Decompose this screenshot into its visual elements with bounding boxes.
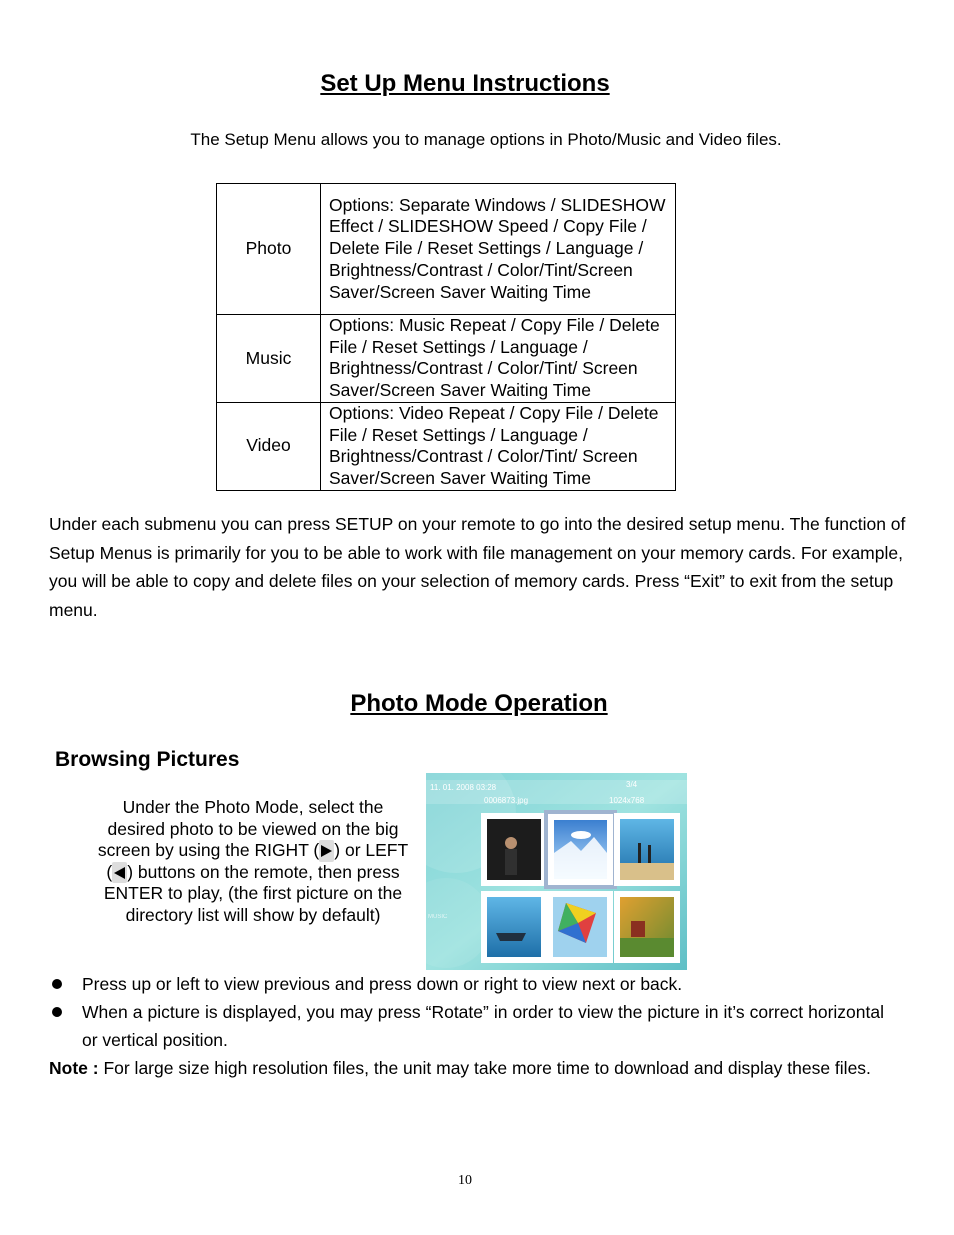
note-paragraph — [49, 1054, 889, 1082]
table-row — [217, 315, 676, 403]
photo-browser-screenshot — [426, 773, 687, 970]
browsing-pictures-heading: Browsing Pictures — [55, 748, 240, 771]
bullet-icon — [52, 979, 62, 989]
options-cell-music: Options: Music Repeat / Copy File / Delete File / Reset Settings / Language / Brightness/Contrast / Color/Tint/ Screen Saver/Screen Saver Waiting Time — [321, 315, 676, 403]
desc-text-3: ) buttons on the remote, then press ENTER to play, (the first picture on the directory list will show by default) — [103, 861, 403, 925]
thumbnail-4 — [481, 891, 547, 963]
thumbnail-6 — [614, 891, 680, 963]
screen-date: 11. 01. 2008 03:28 — [430, 783, 497, 792]
thumbnail-3 — [614, 813, 680, 886]
options-cell-video: Options: Video Repeat / Copy File / Delete File / Reset Settings / Language / Brightness/Contrast / Color/Tint/ Screen Saver/Screen Saver Waiting Time — [321, 402, 676, 490]
table-row — [217, 184, 676, 315]
page-number: 10 — [458, 1173, 472, 1188]
mode-cell-photo: Photo — [217, 184, 321, 315]
setup-intro-text: The Setup Menu allows you to manage options in Photo/Music and Video files. — [190, 130, 782, 149]
table-row — [217, 402, 676, 490]
options-cell-photo: Options: Separate Windows / SLIDESHOW Effect / SLIDESHOW Speed / Copy File / Delete File / Reset Settings / Language / Brightness/Contrast / Color/Tint/Screen Saver/Screen Saver Waiting Time — [321, 184, 676, 315]
mode-cell-music: Music — [217, 315, 321, 403]
bullet-text: Press up or left to view previous and press down or right to view next or back. — [82, 974, 683, 994]
thumbnail-1 — [481, 813, 547, 886]
thumbnail-2-selected — [544, 810, 617, 889]
setup-menu-title: Set Up Menu Instructions — [320, 70, 610, 97]
thumbnail-5 — [547, 891, 613, 963]
bullet-icon — [52, 1007, 62, 1017]
screen-resolution: 1024x768 — [609, 796, 645, 805]
setup-options-table — [216, 183, 676, 491]
screen-filename: 0006873.jpg — [484, 796, 529, 805]
tips-list — [49, 970, 884, 1054]
note-text: For large size high resolution files, the unit may take more time to download and display these files. — [98, 1058, 871, 1078]
mode-cell-video: Video — [217, 402, 321, 490]
desc-text-1: Under the Photo Mode, select the desired photo to be viewed on the big screen by using the RIGHT ( — [97, 797, 399, 861]
browsing-description — [93, 797, 413, 927]
photo-mode-title: Photo Mode Operation — [350, 690, 608, 717]
list-item — [49, 998, 884, 1054]
note-label: Note : — [49, 1058, 99, 1078]
bullet-text: When a picture is displayed, you may press “Rotate” in order to view the picture in it’s correct horizontal or vertical position. — [82, 1002, 884, 1050]
desc-text-2: ) or LEFT ( — [106, 840, 409, 882]
screen-page-count: 3/4 — [626, 780, 638, 789]
list-item — [49, 970, 884, 998]
left-arrow-icon — [112, 862, 127, 884]
right-arrow-icon — [319, 840, 334, 862]
screen-side-label: MUSIC — [428, 914, 448, 920]
setup-paragraph: Under each submenu you can press SETUP on your remote to go into the desired setup menu. The function of Setup Menus is primarily for you to be able to work with file management on your memory cards. For example, you will be able to copy and delete files on your selection of memory cards. Press “Exit” to exit from the setup menu. — [49, 514, 906, 620]
